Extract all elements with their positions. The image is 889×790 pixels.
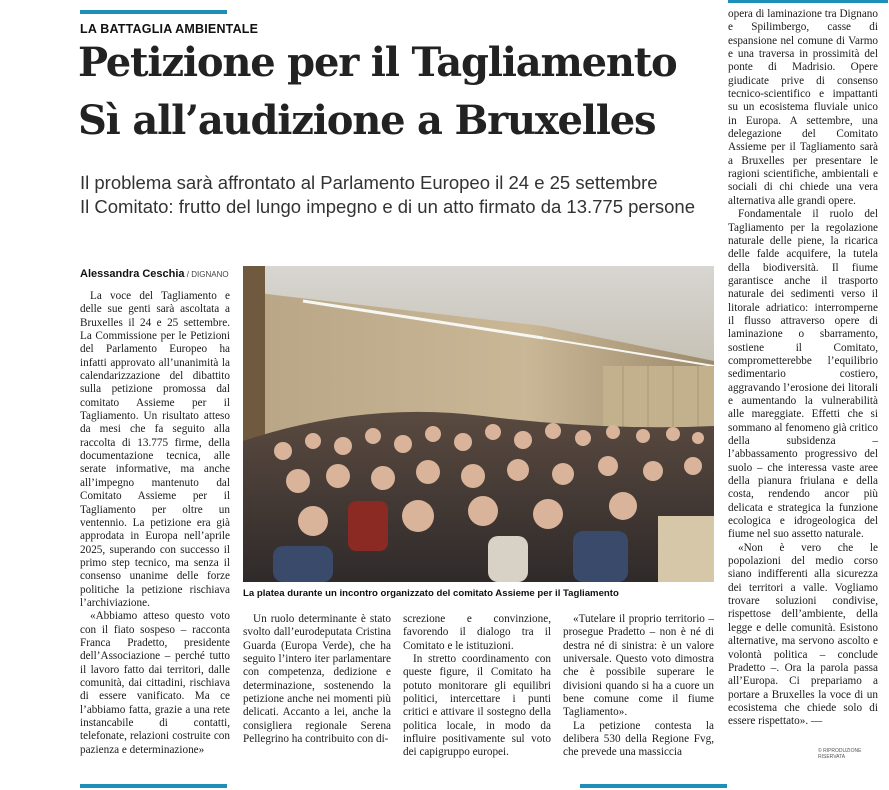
photo-caption: La platea durante un incontro organizzato del comitato Assieme per il Tagliamento [243, 588, 619, 599]
byline-location: / DIGNANO [184, 270, 229, 279]
paragraph: In stretto coordinamento con queste figure, il Comitato ha potuto monitorare gli equilibri politici, intercettare i punti critici e attivare il sostegno della politica locale, in modo da influire positivamente sul voto dei capigruppo europei. [403, 653, 551, 759]
paragraph: La petizione contesta la delibera 530 della Regione Fvg, che prevede una massiccia [563, 719, 714, 759]
photo-illustration [243, 266, 714, 582]
subhead-line-2: Il Comitato: frutto del lungo impegno e di un atto firmato da 13.775 persone [80, 196, 695, 217]
byline-author: Alessandra Ceschia [80, 268, 185, 280]
paragraph: «Non è vero che le popolazioni del medio corso siano indifferenti alla sicurezza dei territori a valle. Vogliamo trovare soluzioni condivise, rispettose dell’ambiente, della legge e delle comunità. Esistono alternative, ma servono ascolto e volontà politica – conclude Pradetto –. Ora la parola passa all’Europa. Ci prepariamo a portare a Bruxelles la voce di un ecosistema che chiede solo di essere rispettato». — [728, 541, 878, 728]
paragraph: screzione e convinzione, favorendo il dialogo tra il Comitato e le istituzioni. [403, 613, 551, 652]
right-column-top-bar [728, 0, 888, 3]
headline-line-2: Sì all’audizione a Bruxelles [78, 97, 656, 144]
article-column-4 [563, 613, 714, 760]
article-column-2 [243, 613, 391, 746]
audience-photo [243, 266, 714, 582]
article-column-3 [403, 613, 551, 760]
copyright-notice: © RIPRODUZIONE RISERVATA [818, 748, 862, 760]
subhead-line-1: Il problema sarà affrontato al Parlamento Europeo il 24 e 25 settembre [80, 172, 658, 193]
paragraph: Un ruolo determinante è stato svolto dall’eurodeputata Cristina Guarda (Europa Verde), che ha seguito l’intero iter parlamentare con competenza, dedizione e determinazione, sostenendo la petizione anche nei momenti più delicati. Accanto a lei, anche la consigliera regionale Serena Pellegrino ha contribuito con di- [243, 613, 391, 746]
kicker: LA BATTAGLIA AMBIENTALE [80, 22, 259, 36]
paragraph: Fondamentale il ruolo del Tagliamento per la regolazione naturale delle piene, la ricarica delle falde acquifere, la tutela della biodiversità. Il fiume garantisce anche il trasporto naturale dei sedimenti verso il litorale adriatico: interromperne il flusso attraverso opere di laminazione o sbarramento, sostiene il Comitato, comprometterebbe l’equilibrio sedimentario costiero, aggravando l’erosione dei litorali e aumentando la vulnerabilità alle mareggiate. Effetti che si sommano al fenomeno già critico della subsidenza – l’abbassamento progressivo del suolo – che interessa vaste aree della pianura friulana e della costa, rendendo ancor più delicata e strategica la funzione ecologica e idrogeologica del fiume nel suo assetto naturale. [728, 208, 878, 541]
bottom-accent-bar-right [580, 784, 727, 788]
bottom-accent-bar [80, 784, 227, 788]
byline [80, 268, 229, 280]
headline-line-1: Petizione per il Tagliamento [78, 39, 677, 86]
paragraph: opera di laminazione tra Dignano e Spilimbergo, casse di espansione nel comune di Varmo e una traversa in prossimità del ponte di Madrisio. Opere giudicate prive di consenso tecnico-scientifico e impattanti su un ecosistema fluviale unico in Europa. A settembre, una delegazione del Comitato Assieme per il Tagliamento sarà a Bruxelles per presentare le ragioni scientifiche, ambientali e sociali di chi chiede una vera alternativa alle grandi opere. [728, 8, 878, 207]
article-column-1 [80, 290, 230, 757]
paragraph: «Abbiamo atteso questo voto con il fiato sospeso – racconta Franca Pradetto, presidente dell’Associazione – perché tutto il lavoro fatto dai territori, dalle comunità, dai cittadini, rischiava di essere vanificato. Ma ce l’abbiamo fatta, grazie a una rete instancabile di contatti, telefonate, relazioni costruite con pazienza e determinazione» [80, 610, 230, 756]
top-accent-bar [80, 10, 227, 14]
paragraph: La voce del Tagliamento e delle sue genti sarà ascoltata a Bruxelles il 24 e 25 settembre. La Commissione per le Petizioni del Parlamento Europeo ha infatti approvato all’unanimità la calendarizzazione del dibattito sulla petizione promossa dal comitato Assieme per il Tagliamento. Un risultato atteso da mesi che fa seguito alla raccolta di 13.775 firme, della documentazione tecnica, alle serate informative, ma anche all’impegno mantenuto dal Comitato Assieme per il Tagliamento per oltre un ventennio. La petizione era già approdata in Europa nell’aprile 2025, superando con successo il primo step tecnico, ma senza il consenso unanime delle forze politiche la petizione rischiava l’archiviazione. [80, 290, 230, 609]
article-column-5 [728, 8, 878, 729]
paragraph: «Tutelare il proprio territorio – prosegue Pradetto – non è né di destra né di sinistra: è un valore universale. Questo voto dimostra che è possibile superare le divisioni quando si ha a cuore un bene comune come il fiume Tagliamento». [563, 613, 714, 719]
